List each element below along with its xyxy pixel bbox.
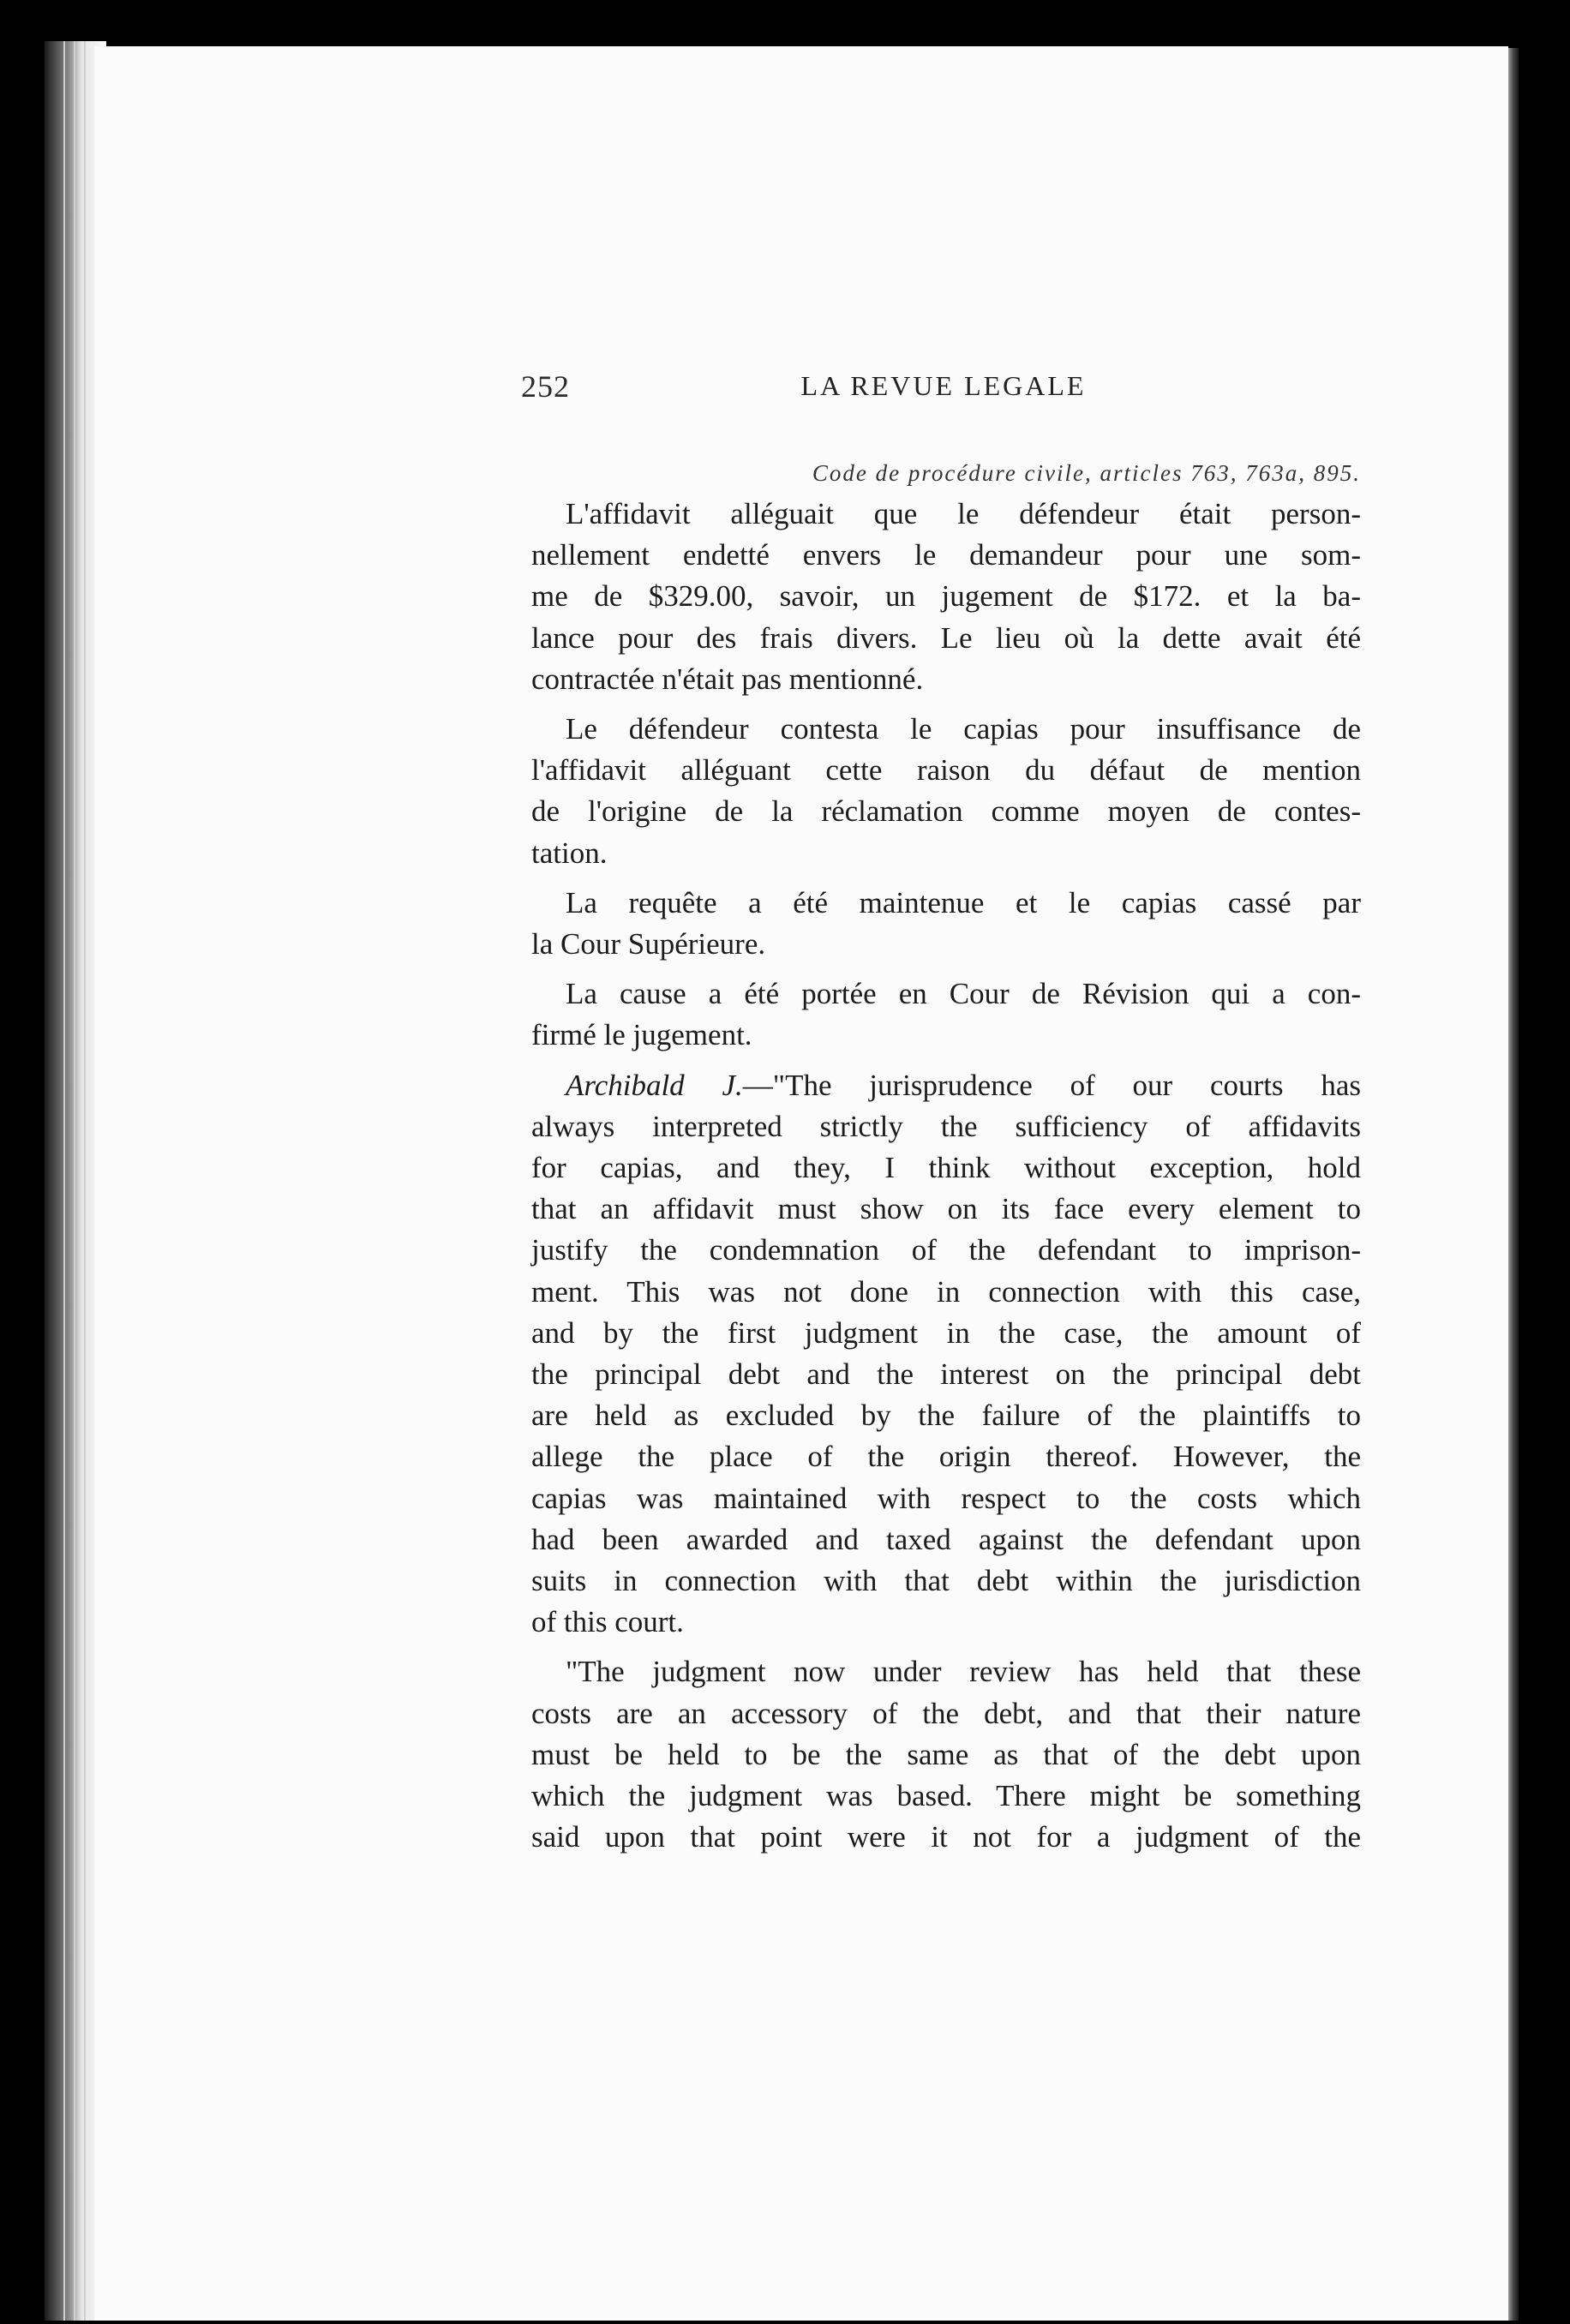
- text-line: of this court.: [531, 1605, 684, 1639]
- text-line: la Cour Supérieure.: [531, 927, 766, 961]
- page-edge-line: [84, 41, 86, 2321]
- page-edge-line: [74, 41, 75, 2321]
- paragraph-affidavit: [531, 494, 1361, 700]
- text-line: La requête a été maintenue et le capias cassé par: [566, 885, 1361, 919]
- paragraph-contestation: [531, 709, 1361, 874]
- page-number: 252: [521, 369, 570, 404]
- text-line: that an affidavit must show on its face every element to: [531, 1192, 1361, 1226]
- paragraph-archibald: [531, 1065, 1361, 1644]
- text-line: had been awarded and taxed against the defendant upon: [531, 1522, 1361, 1556]
- code-citation: Code de procédure civile, articles 763, 763a, 895.: [812, 460, 1361, 486]
- text-line: me de $329.00, savoir, un jugement de $172. et la ba-: [531, 579, 1361, 614]
- text-line: for capias, and they, I think without exception, hold: [531, 1151, 1361, 1185]
- text-line: de l'origine de la réclamation comme moyen de contes-: [531, 794, 1361, 829]
- text-line: which the judgment was based. There might be something: [531, 1779, 1361, 1813]
- text-line: are held as excluded by the failure of the plaintiffs to: [531, 1399, 1361, 1433]
- paragraph-judgment-review: [531, 1651, 1361, 1858]
- text-line: costs are an accessory of the debt, and that their nature: [531, 1696, 1361, 1730]
- page-body: [531, 454, 1361, 1867]
- paragraph-revision: [531, 973, 1361, 1056]
- text-line: tation.: [531, 836, 608, 870]
- text-line: said upon that point were it not for a judgment of the: [531, 1820, 1361, 1854]
- text-line: allege the place of the origin thereof. However, the: [531, 1440, 1361, 1474]
- page-header: [521, 368, 1366, 420]
- text-line: the principal debt and the interest on the principal debt: [531, 1357, 1361, 1392]
- paragraph-requete: [531, 883, 1361, 965]
- text-line: capias was maintained with respect to the costs which: [531, 1481, 1361, 1515]
- text-line: ment. This was not done in connection with this case,: [531, 1274, 1361, 1309]
- text-line: L'affidavit alléguait que le défendeur était person-: [566, 497, 1361, 530]
- text-line: contractée n'était pas mentionné.: [531, 662, 924, 696]
- text-line: La cause a été portée en Cour de Révision qui a con-: [566, 977, 1361, 1011]
- text-line: must be held to be the same as that of the debt upon: [531, 1737, 1361, 1771]
- text-line: nellement endetté envers le demandeur pour une som-: [531, 538, 1361, 572]
- running-head: LA REVUE LEGALE: [800, 370, 1087, 401]
- page-right-edge: [1508, 48, 1519, 2321]
- text-fragment: —"The jurisprudence of our courts has: [742, 1068, 1362, 1102]
- judge-name: Archibald J.: [566, 1068, 743, 1102]
- text-line: [531, 1065, 1361, 1106]
- text-line: justify the condemnation of the defendant to imprison-: [531, 1233, 1361, 1267]
- text-line: always interpreted strictly the sufficiency of affidavits: [531, 1109, 1361, 1143]
- text-line: l'affidavit alléguant cette raison du défaut de mention: [531, 753, 1361, 788]
- text-line: lance pour des frais divers. Le lieu où la dette avait été: [531, 620, 1361, 655]
- text-line: "The judgment now under review has held that these: [566, 1655, 1361, 1689]
- page-edge-line: [63, 41, 65, 2321]
- text-line: Le défendeur contesta le capias pour insuffisance de: [566, 712, 1361, 746]
- text-line: firmé le jugement.: [531, 1018, 752, 1052]
- text-line: and by the first judgment in the case, the amount of: [531, 1315, 1361, 1350]
- text-line: suits in connection with that debt within the jurisdiction: [531, 1564, 1361, 1598]
